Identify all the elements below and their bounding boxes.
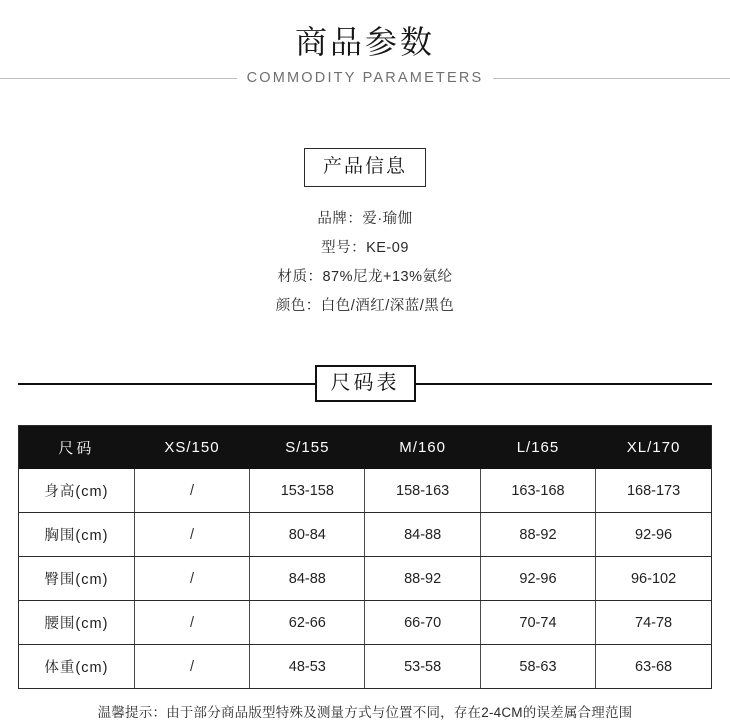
info-line-color: 颜色：白色/酒红/深蓝/黑色 [275, 298, 455, 314]
info-line-material: 材质：87%尼龙+13%氨纶 [277, 269, 453, 285]
row-label-hip: 臀围(cm) [19, 557, 134, 601]
size-table-wrapper [18, 425, 712, 689]
subtitle-row [0, 66, 730, 90]
cell-waist-m: 66-70 [365, 601, 480, 645]
product-info-list [0, 205, 730, 321]
cell-waist-l: 70-74 [480, 601, 595, 645]
product-info-badge: 产品信息 [304, 148, 426, 187]
row-label-waist: 腰围(cm) [19, 601, 134, 645]
table-row [19, 557, 711, 601]
table-header-row [19, 426, 711, 469]
size-table [19, 426, 711, 688]
cell-height-l: 163-168 [480, 469, 595, 513]
size-table-head [19, 426, 711, 469]
header-rule-right [460, 78, 730, 79]
column-header-xl: XL/170 [596, 426, 711, 469]
info-line-model: 型号：KE-09 [321, 240, 409, 256]
table-row [19, 601, 711, 645]
cell-hip-s: 84-88 [250, 557, 365, 601]
row-label-bust: 胸围(cm) [19, 513, 134, 557]
cell-bust-m: 84-88 [365, 513, 480, 557]
cell-weight-m: 53-58 [365, 645, 480, 689]
column-header-l: L/165 [480, 426, 595, 469]
table-row [19, 513, 711, 557]
cell-bust-xl: 92-96 [596, 513, 711, 557]
table-row [19, 469, 711, 513]
column-header-xs: XS/150 [134, 426, 249, 469]
size-table-body [19, 469, 711, 688]
row-label-height: 身高(cm) [19, 469, 134, 513]
cell-hip-l: 92-96 [480, 557, 595, 601]
header-rule-left [0, 78, 270, 79]
cell-waist-xs: / [134, 601, 249, 645]
column-header-m: M/160 [365, 426, 480, 469]
cell-waist-xl: 74-78 [596, 601, 711, 645]
cell-height-xl: 168-173 [596, 469, 711, 513]
cell-waist-s: 62-66 [250, 601, 365, 645]
cell-hip-xs: / [134, 557, 249, 601]
cell-weight-l: 58-63 [480, 645, 595, 689]
cell-weight-xl: 63-68 [635, 658, 673, 675]
page-header [0, 0, 730, 118]
cell-height-m: 158-163 [365, 469, 480, 513]
info-line-brand: 品牌：爱·瑜伽 [317, 211, 413, 227]
product-info-section [0, 148, 730, 321]
row-label-weight: 体重(cm) [19, 645, 134, 689]
cell-weight-xs: / [134, 645, 249, 689]
size-chart-label: 尺码表 [315, 365, 416, 402]
size-heading-bar-left [18, 383, 318, 385]
size-note: 温馨提示：由于部分商品版型特殊及测量方式与位置不同，存在2-4CM的误差属合理范围 [97, 705, 633, 720]
cell-hip-xl: 96-102 [596, 557, 711, 601]
cell-bust-l: 88-92 [480, 513, 595, 557]
table-row [19, 645, 711, 689]
page-subtitle: COMMODITY PARAMETERS [237, 66, 494, 90]
size-heading-bar-right [412, 383, 712, 385]
column-header-size: 尺码 [19, 426, 134, 469]
cell-bust-xs: / [134, 513, 249, 557]
size-chart-heading [0, 365, 730, 401]
cell-height-s: 153-158 [250, 469, 365, 513]
cell-height-xs: / [134, 469, 249, 513]
cell-bust-s: 80-84 [250, 513, 365, 557]
column-header-s: S/155 [250, 426, 365, 469]
cell-weight-s: 48-53 [250, 645, 365, 689]
page-title: 商品参数 [294, 24, 435, 60]
cell-hip-m: 88-92 [365, 557, 480, 601]
